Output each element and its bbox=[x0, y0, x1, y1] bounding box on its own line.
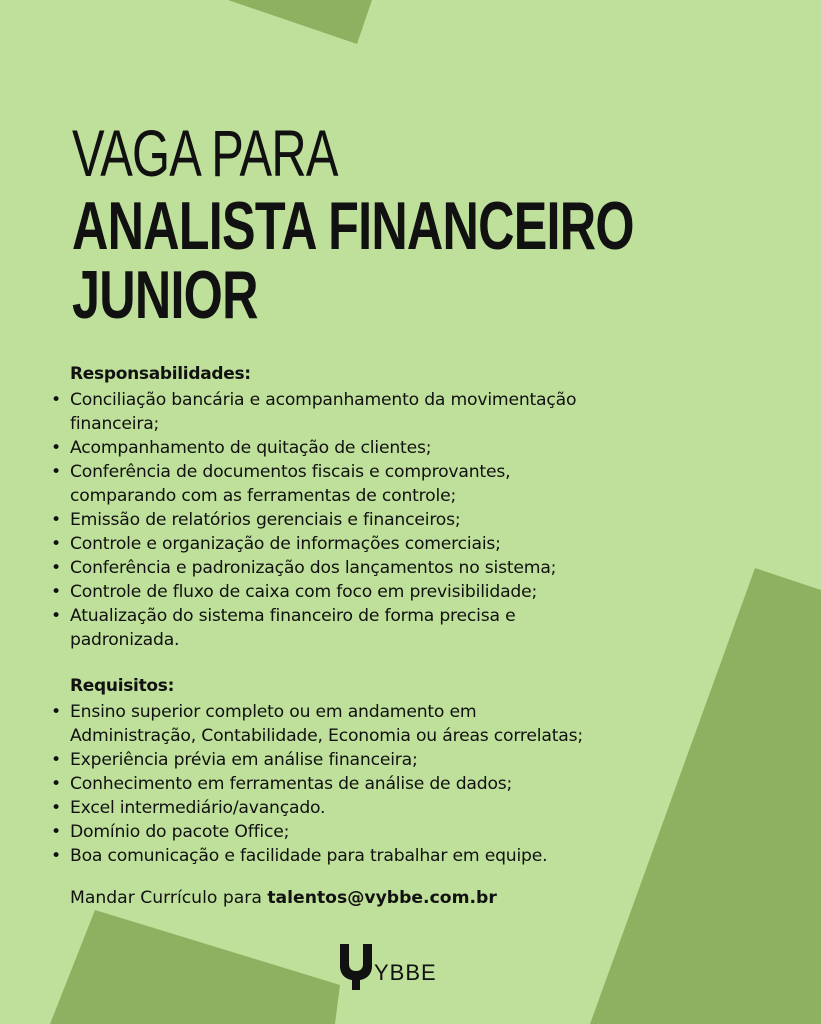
bullet-icon: • bbox=[51, 390, 61, 410]
bullet-icon: • bbox=[51, 462, 61, 482]
list-item bbox=[48, 796, 768, 820]
title-line-2: ANALISTA FINANCEIRO bbox=[72, 188, 634, 264]
list-item bbox=[48, 772, 768, 796]
list-item-text: Controle de fluxo de caixa com foco em previsibilidade; bbox=[70, 582, 538, 602]
list-item bbox=[48, 748, 768, 772]
contact-prefix: Mandar Currículo para bbox=[70, 888, 268, 908]
list-item-text: Conciliação bancária e acompanhamento da movimentação financeira; bbox=[70, 390, 577, 434]
bullet-icon: • bbox=[51, 606, 61, 626]
bullet-icon: • bbox=[51, 558, 61, 578]
list-item bbox=[48, 508, 768, 532]
bullet-icon: • bbox=[51, 822, 61, 842]
bullet-icon: • bbox=[51, 510, 61, 530]
title-line-1: VAGA PARA bbox=[72, 116, 338, 190]
responsibilities-list bbox=[48, 388, 768, 652]
page-title bbox=[72, 116, 634, 334]
responsibilities-heading: Responsabilidades: bbox=[70, 364, 251, 384]
list-item bbox=[48, 844, 768, 868]
bullet-icon: • bbox=[51, 582, 61, 602]
list-item bbox=[48, 460, 768, 508]
list-item-text: Excel intermediário/avançado. bbox=[70, 798, 326, 818]
responsibilities-section bbox=[48, 362, 768, 652]
list-item-text: Atualização do sistema financeiro de forma precisa e padronizada. bbox=[70, 606, 516, 650]
list-item bbox=[48, 604, 768, 652]
top-shape bbox=[228, 0, 372, 44]
list-item-text: Emissão de relatórios gerenciais e financeiros; bbox=[70, 510, 461, 530]
bullet-icon: • bbox=[51, 438, 61, 458]
list-item-text: Boa comunicação e facilidade para trabalhar em equipe. bbox=[70, 846, 548, 866]
list-item bbox=[48, 556, 768, 580]
list-item bbox=[48, 388, 768, 436]
logo-mark-icon bbox=[340, 944, 372, 990]
bullet-icon: • bbox=[51, 846, 61, 866]
title-line-3: JUNIOR bbox=[72, 257, 258, 334]
requirements-section bbox=[48, 674, 768, 868]
vybbe-logo bbox=[340, 944, 437, 990]
contact-email-link[interactable]: talentos@vybbe.com.br bbox=[267, 888, 497, 908]
list-item-text: Domínio do pacote Office; bbox=[70, 822, 290, 842]
list-item bbox=[48, 820, 768, 844]
list-item bbox=[48, 700, 768, 748]
requirements-list bbox=[48, 700, 768, 868]
list-item-text: Conhecimento em ferramentas de análise de dados; bbox=[70, 774, 513, 794]
bullet-icon: • bbox=[51, 798, 61, 818]
requirements-heading: Requisitos: bbox=[70, 676, 175, 696]
bottom-left-shape bbox=[50, 910, 340, 1024]
list-item-text: Conferência e padronização dos lançamentos no sistema; bbox=[70, 558, 557, 578]
list-item bbox=[48, 436, 768, 460]
list-item bbox=[48, 532, 768, 556]
bullet-icon: • bbox=[51, 702, 61, 722]
contact-line bbox=[70, 886, 497, 910]
list-item-text: Ensino superior completo ou em andamento em Administração, Contabilidade, Economia ou áreas correlatas; bbox=[70, 702, 583, 746]
list-item-text: Acompanhamento de quitação de clientes; bbox=[70, 438, 432, 458]
bullet-icon: • bbox=[51, 774, 61, 794]
list-item-text: Conferência de documentos fiscais e comprovantes, comparando com as ferramentas de controle; bbox=[70, 462, 511, 506]
bullet-icon: • bbox=[51, 750, 61, 770]
list-item-text: Experiência prévia em análise financeira; bbox=[70, 750, 418, 770]
bullet-icon: • bbox=[51, 534, 61, 554]
list-item bbox=[48, 580, 768, 604]
list-item-text: Controle e organização de informações comerciais; bbox=[70, 534, 501, 554]
logo-text: YBBE bbox=[374, 960, 437, 985]
